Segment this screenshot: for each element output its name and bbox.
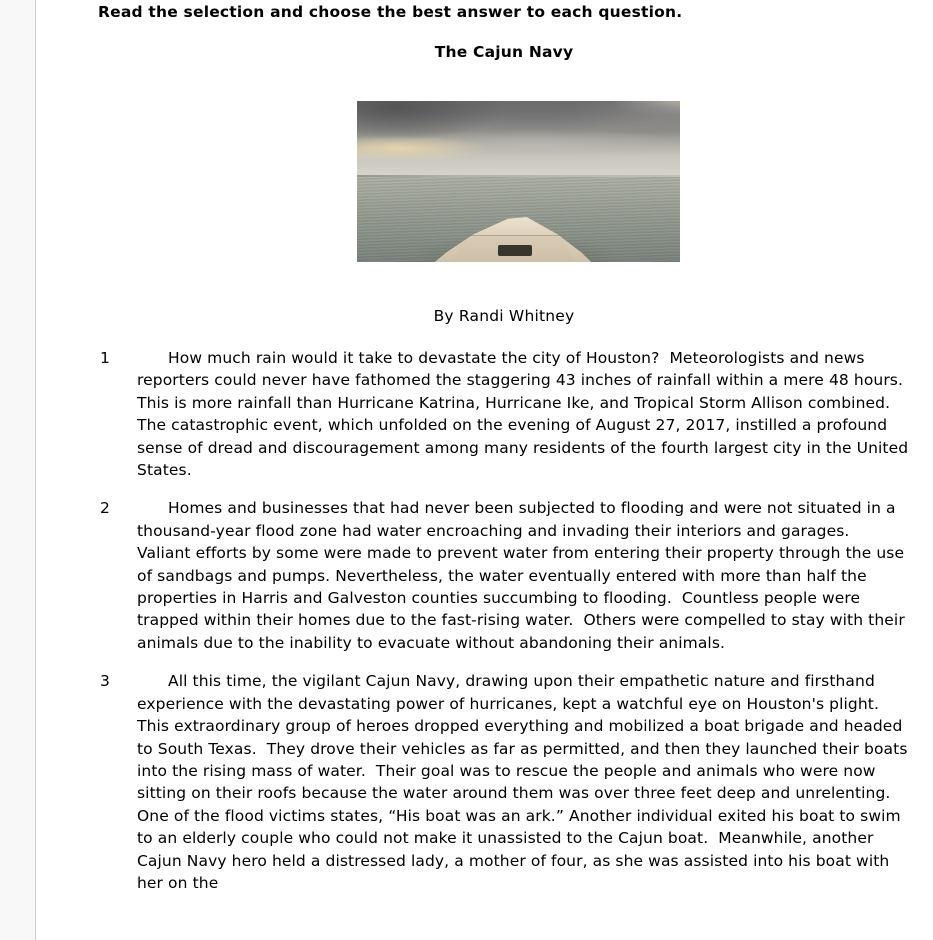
left-gutter bbox=[0, 0, 36, 940]
paragraph-text: How much rain would it take to devastate the city of Houston? Meteorologists and news reporters could never have fathomed the staggering 43 inches of rainfall within a mere 48 hours. This is more rainfall than Hurricane Katrina, Hurricane Ike, and Tropical Storm Allison combined. The catastrophic event, which unfolded on the evening of August 27, 2017, instilled a profound sense of dread and discouragement among many residents of the fourth largest city in the United States. bbox=[137, 349, 914, 480]
paragraph-number: 3 bbox=[100, 672, 110, 691]
instruction-text: Read the selection and choose the best answer to each question. bbox=[98, 3, 683, 21]
paragraph-number: 2 bbox=[100, 499, 110, 518]
byline: By Randi Whitney bbox=[433, 307, 575, 325]
photo-boat-hatch bbox=[498, 245, 532, 256]
passage-title: The Cajun Navy bbox=[434, 43, 574, 61]
paragraph bbox=[98, 670, 913, 894]
passage-body bbox=[98, 347, 914, 894]
paragraph bbox=[98, 347, 914, 481]
paragraph-text: Homes and businesses that had never been subjected to flooding and were not situated in a thousand-year flood zone had water encroaching and invading their interiors and garages. Valiant efforts by some were made to prevent water from entering their property through the use of sandbags and pumps. Nevertheless, the water eventually entered with more than half the properties in Harris and Galveston counties succumbing to flooding. Countless people were trapped within their homes due to the fast-rising water. Others were compelled to stay with their animals due to the inability to evacuate without abandoning their animals. bbox=[137, 499, 910, 652]
boat-photo bbox=[357, 101, 680, 262]
paragraph bbox=[98, 497, 910, 654]
paragraph-number: 1 bbox=[100, 349, 110, 367]
paragraph-text: All this time, the vigilant Cajun Navy, drawing upon their empathetic nature and firsthand experience with the devastating power of hurricanes, kept a watchful eye on Houston's plight. This extraordinary group of heroes dropped everything and mobilized a boat brigade and headed to South Texas. They drove their vehicles as far as permitted, and then they launched their boats into the rising mass of water. Their goal was to rescue the people and animals who were now sitting on their roofs because the water around them was over three feet deep and unrelenting. One of the flood victims states, “His boat was an ark.” Another individual exited his boat to swim to an elderly couple who could not make it unassisted to the Cajun boat. Meanwhile, another Cajun Navy hero held a distressed lady, a mother of four, as she was assisted into his boat with her on the bbox=[137, 672, 913, 892]
photo-sky bbox=[357, 101, 680, 177]
reading-passage-page bbox=[98, 3, 914, 910]
photo-water bbox=[357, 177, 680, 262]
